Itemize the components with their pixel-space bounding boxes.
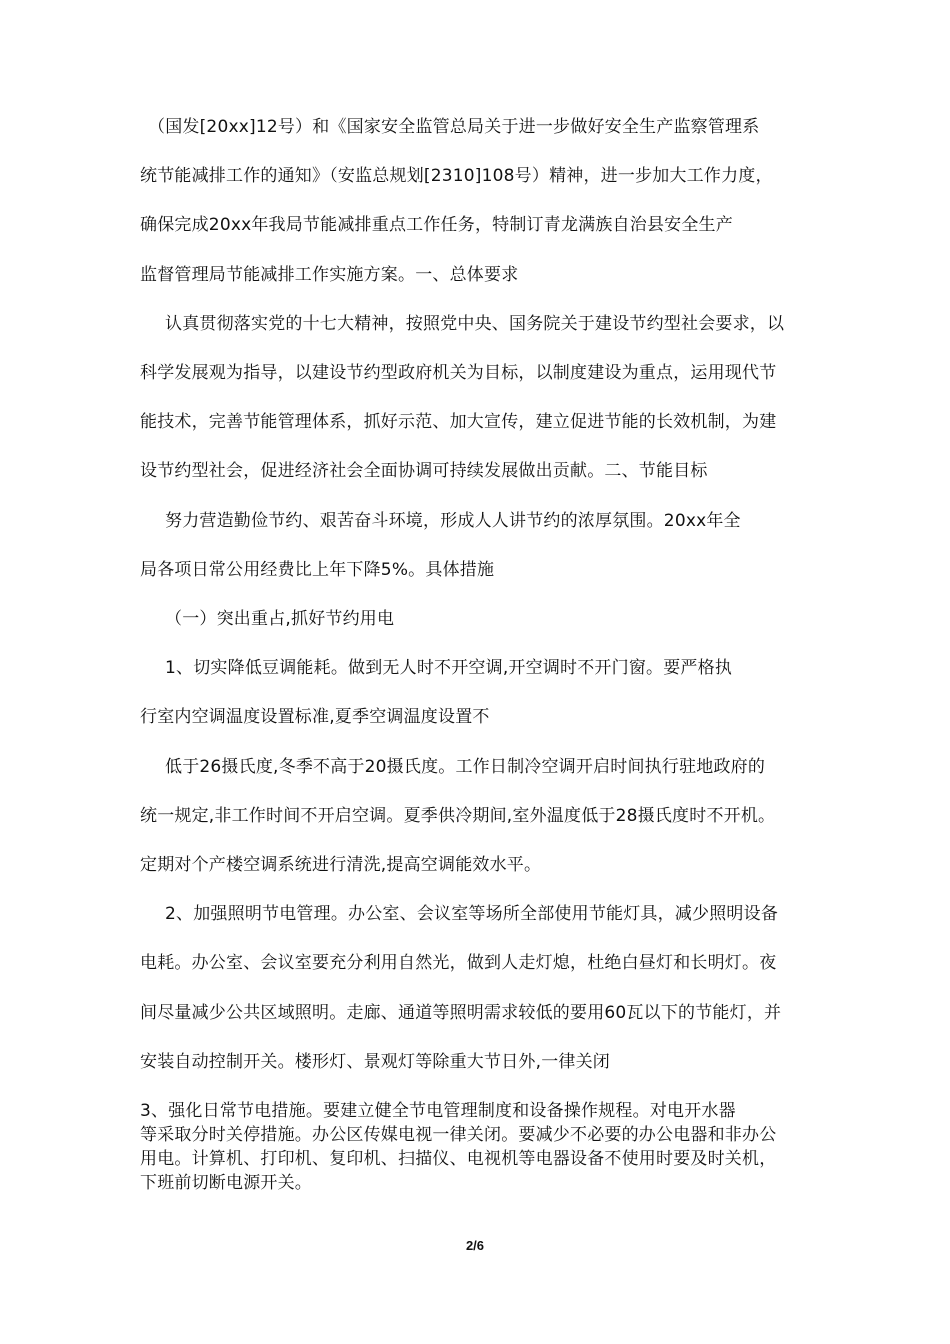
text-line-19: 间尽量减少公共区域照明。走廊、通道等照明需求较低的要用60瓦以下的节能灯，并 (140, 1003, 782, 1023)
text-line-7: 能技术，完善节能管理体系，抓好示范、加大宣传，建立促进节能的长效机制，为建 (140, 412, 777, 432)
text-line-5: 认真贯彻落实党的十七大精神，按照党中央、国务院关于建设节约型社会要求，以 (165, 314, 785, 334)
text-line-20: 安装自动控制开关。楼形灯、景观灯等除重大节日外,一律关闭 (140, 1052, 611, 1072)
text-line-6: 科学发展观为指导，以建设节约型政府机关为目标，以制度建设为重点，运用现代节 (140, 363, 777, 383)
text-line-22: 等采取分时关停措施。办公区传媒电视一律关闭。要减少不必要的办公电器和非办公 (140, 1125, 777, 1145)
text-line-21: 3、强化日常节电措施。要建立健全节电管理制度和设备操作规程。对电开水器 (140, 1101, 736, 1121)
text-line-24: 下班前切断电源开关。 (140, 1173, 312, 1193)
text-line-14: 低于26摄氏度,冬季不高于20摄氏度。工作日制冷空调开启时间执行驻地政府的 (165, 757, 766, 777)
text-line-23: 用电。计算机、打印机、复印机、扫描仪、电视机等电器设备不使用时要及时关机， (140, 1149, 777, 1169)
text-line-13: 行室内空调温度设置标准,夏季空调温度设置不 (140, 707, 490, 727)
text-line-16: 定期对个产楼空调系统进行清洗,提高空调能效水平。 (140, 855, 542, 875)
text-line-15: 统一规定,非工作时间不开启空调。夏季供冷期间,室外温度低于28摄氏度时不开机。 (140, 806, 776, 826)
section-heading-electricity: （一）突出重占,抓好节约用电 (165, 609, 395, 629)
text-line-2: 统节能减排工作的通知》（安监总规划[2310]108号）精神，进一步加大工作力度， (140, 166, 773, 186)
text-line-9: 努力营造勤俭节约、艰苦奋斗环境，形成人人讲节约的浓厚氛围。20xx年全 (165, 511, 741, 531)
text-line-17: 2、加强照明节电管理。办公室、会议室等场所全部使用节能灯具，减少照明设备 (165, 904, 779, 924)
text-line-18: 电耗。办公室、会议室要充分利用自然光，做到人走灯熄，杜绝白昼灯和长明灯。夜 (140, 953, 777, 973)
text-line-4: 监督管理局节能减排工作实施方案。一、总体要求 (140, 265, 519, 285)
text-line-8: 设节约型社会，促进经济社会全面协调可持续发展做出贡献。二、节能目标 (140, 461, 708, 481)
text-line-3: 确保完成20xx年我局节能减排重点工作任务，特制订青龙满族自治县安全生产 (140, 215, 733, 235)
text-line-10: 局各项日常公用经费比上年下降5%。具体措施 (140, 560, 495, 580)
text-line-12: 1、切实降低豆调能耗。做到无人时不开空调,开空调时不开门窗。要严格执 (165, 658, 733, 678)
text-line-1: （国发[20xx]12号）和《国家安全监管总局关于进一步做好安全生产监察管理系 (148, 117, 760, 137)
page-number: 2/6 (465, 1238, 485, 1253)
